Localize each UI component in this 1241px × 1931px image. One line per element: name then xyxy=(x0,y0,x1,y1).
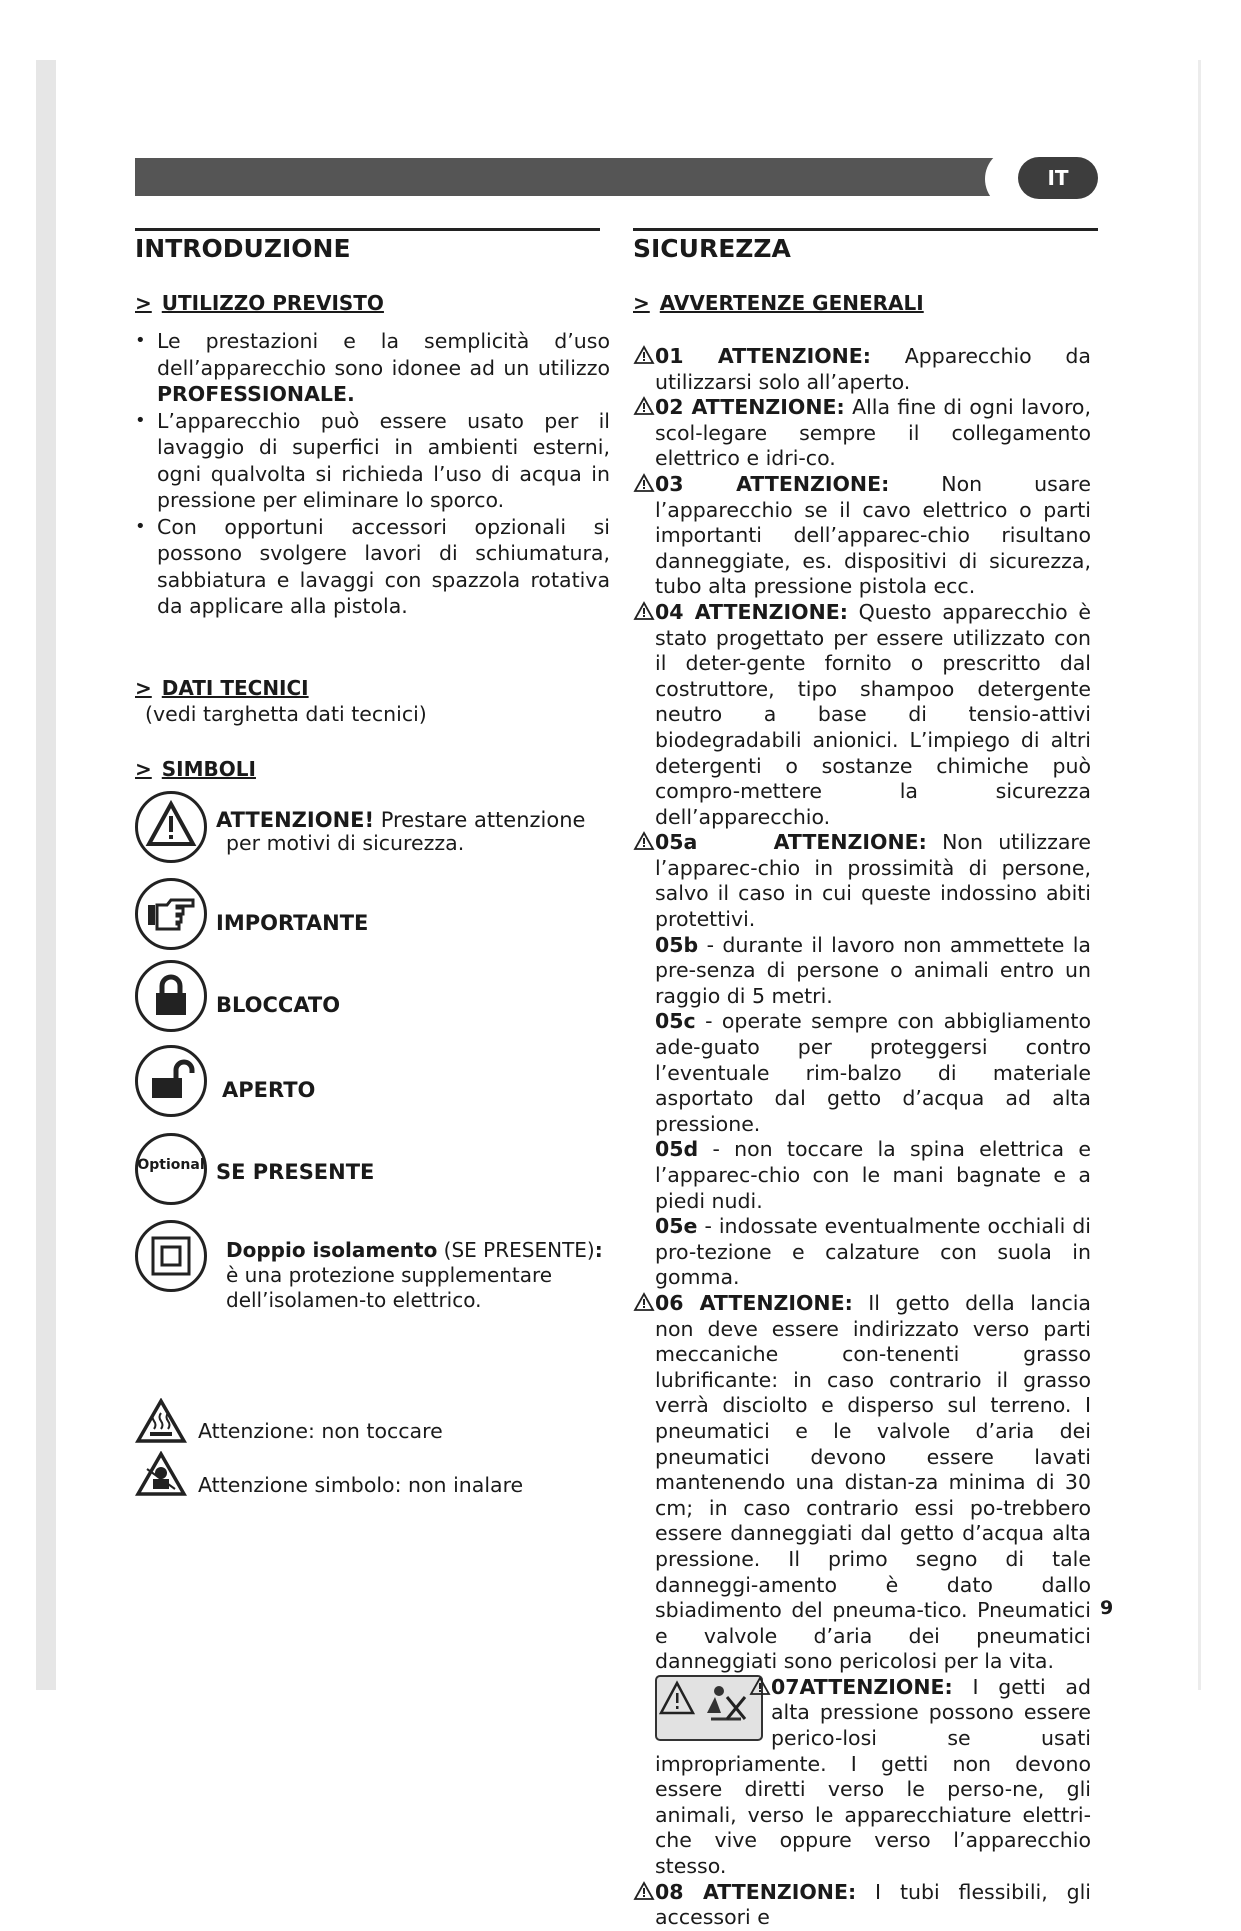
symbol-bloccato-label: BLOCCATO xyxy=(216,993,341,1017)
heading-simboli: > SIMBOLI xyxy=(135,757,256,781)
page-number: 9 xyxy=(1100,1597,1114,1619)
language-badge: IT xyxy=(1018,157,1098,199)
section-title-introduzione: INTRODUZIONE xyxy=(135,234,351,263)
warning-01: 01 ATTENZIONE: Apparecchio da utilizzarsi solo all’aperto. xyxy=(633,344,1091,395)
symbol-importante-label: IMPORTANTE xyxy=(216,911,369,935)
note-non-toccare: Attenzione: non toccare xyxy=(198,1419,443,1443)
warning-04: 04 ATTENZIONE: Questo apparecchio è stato progettato per essere utilizzato con il deter-gente fornito o prescritto dal costruttore, tipo shampoo detergente neutro a base di tensio-attivi biodegradabili anionici. L’impiego di altri detergenti o sostanze chimiche può compro-mettere la sicurezza dell’apparecchio. xyxy=(633,600,1091,830)
tech-note: (vedi targhetta dati tecnici) xyxy=(145,702,427,726)
left-page-edge xyxy=(36,60,56,1690)
list-item: • L’apparecchio può essere usato per il lavaggio di superfici in ambienti esterni, ogni qualvolta si richieda l’uso di acqua in pressione per eliminare lo sporco. xyxy=(135,408,610,514)
header-bar xyxy=(135,158,1015,196)
warning-05e: 05e - indossate eventualmente occhiali di pro-tezione e calzature con suola in gomma. xyxy=(655,1214,1091,1290)
list-item: • Le prestazioni e la semplicità d’uso dell’apparecchio sono idonee ad un utilizzo PROFESSIONALE. xyxy=(135,328,610,408)
right-page-edge xyxy=(1198,60,1201,1690)
heading-dati-tecnici: > DATI TECNICI xyxy=(135,676,309,700)
warning-triangle-icon xyxy=(633,345,655,365)
warning-06: 06 ATTENZIONE: Il getto della lancia non deve essere indirizzato verso parti meccaniche con-tenenti grasso lubrificante: in caso contrario il grasso verrà disciolto e disperso sul terreno. I pneumatici e le valvole d’aria dei pneumatici devono essere lavati mantenendo una distan-za minima di 30 cm; in caso contrario essi po-trebbero essere danneggiati dal getto d’acqua alta pressione. Il primo segno di tale danneggi-amento è dato dallo sbiadimento del pneuma-tico. Pneumatici e valvole d’aria dei pneumatici danneggiati sono pericolosi per la vita. xyxy=(633,1291,1091,1675)
warning-triangle-icon xyxy=(633,1881,655,1901)
symbol-attenzione-label: ATTENZIONE! Prestare attenzione xyxy=(216,808,586,832)
no-inhale-icon xyxy=(135,1451,187,1497)
warning-triangle-icon xyxy=(633,831,655,851)
symbol-aperto-label: APERTO xyxy=(222,1078,316,1102)
use-list xyxy=(135,328,610,620)
optional-icon xyxy=(135,1133,207,1205)
warning-08: 08 ATTENZIONE: I tubi flessibili, gli accessori e xyxy=(633,1880,1091,1931)
double-insulation-icon xyxy=(135,1220,207,1292)
warning-triangle-icon xyxy=(633,396,655,416)
hot-surface-icon xyxy=(135,1398,187,1444)
warning-05c: 05c - operate sempre con abbigliamento ade-guato per proteggersi contro l’eventuale rim-balzo di materiale asportato dal getto d’acqua ad alta pressione. xyxy=(655,1009,1091,1136)
optional-icon-text: Optional xyxy=(137,1157,205,1173)
symbol-doppio-isolamento-text: Doppio isolamento (SE PRESENTE): è una protezione supplementare dell’isolamen-to elettrico. xyxy=(226,1238,603,1312)
list-item: • Con opportuni accessori opzionali si possono svolgere lavori di schiumatura, sabbiatura e lavaggi con spazzola rotativa da applicare alla pistola. xyxy=(135,514,610,620)
high-pressure-jet-icon xyxy=(655,1675,763,1741)
warnings-block xyxy=(633,344,1091,1931)
warning-05a: 05a ATTENZIONE: Non utilizzare l’apparec-chio in prossimità di persone, salvo il caso in cui queste indossino abiti protettivi. xyxy=(633,830,1091,932)
section-rule-right xyxy=(633,228,1098,231)
warning-05d: 05d - non toccare la spina elettrica e l’apparec-chio con le mani bagnate e a piedi nudi. xyxy=(655,1137,1091,1213)
pointing-hand-icon xyxy=(135,878,207,950)
note-non-inalare: Attenzione simbolo: non inalare xyxy=(198,1473,524,1497)
warning-05b: 05b - durante il lavoro non ammettete la pre-senza di persone o animali entro un raggio di 5 metri. xyxy=(655,932,1091,1008)
warning-triangle-icon xyxy=(135,791,207,863)
warning-triangle-icon xyxy=(633,473,655,493)
warning-triangle-icon xyxy=(749,1676,771,1696)
heading-utilizzo-previsto: > UTILIZZO PREVISTO xyxy=(135,291,384,315)
warning-03: 03 ATTENZIONE: Non usare l’apparecchio se il cavo elettrico o parti importanti dell’apparec-chio risultano danneggiate, es. dispositivi di sicurezza, tubo alta pressione pistola ecc. xyxy=(633,472,1091,600)
lock-open-icon xyxy=(135,1045,207,1117)
heading-avvertenze-generali: > AVVERTENZE GENERALI xyxy=(633,291,924,315)
lock-closed-icon xyxy=(135,960,207,1032)
warning-triangle-icon xyxy=(633,601,655,621)
warning-07: 07ATTENZIONE: I getti ad alta pressione possono essere perico-losi se usati impropriamente. I getti non devono essere diretti verso le perso-ne, gli animali, verso le apparecchiature elettri-che vive oppure verso l’apparecchio stesso. xyxy=(655,1674,1091,1879)
section-rule-left xyxy=(135,228,600,231)
warning-triangle-icon xyxy=(633,1292,655,1312)
warning-02: 02 ATTENZIONE: Alla fine di ogni lavoro, scol-legare sempre il collegamento elettrico e idri-co. xyxy=(633,395,1091,472)
section-title-sicurezza: SICUREZZA xyxy=(633,234,791,263)
symbol-se-presente-label: SE PRESENTE xyxy=(216,1160,375,1184)
symbol-attenzione-desc: per motivi di sicurezza. xyxy=(226,831,465,855)
